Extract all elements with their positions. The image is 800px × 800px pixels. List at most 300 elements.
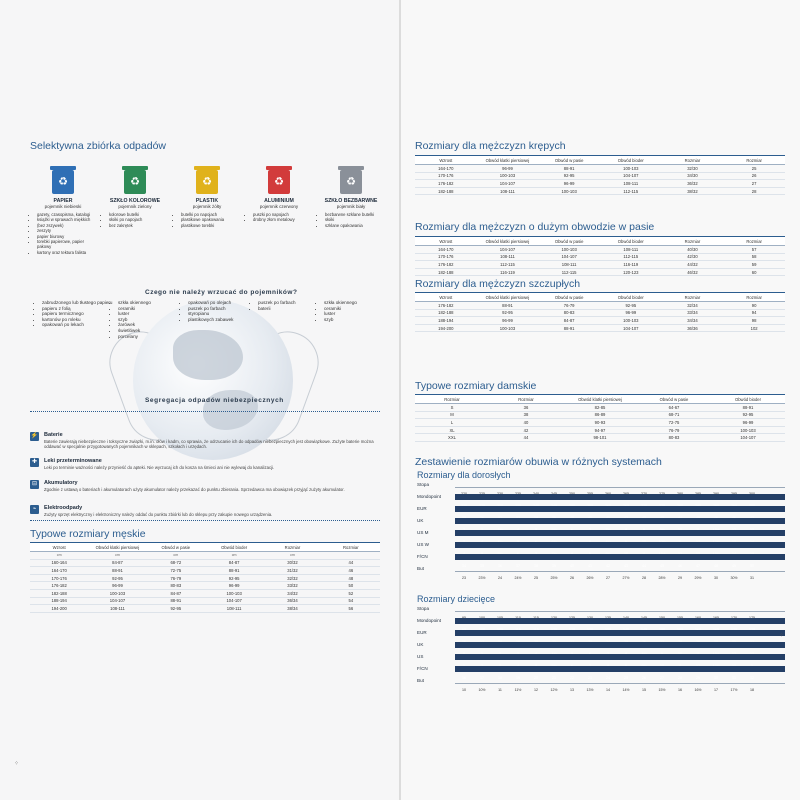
table-cell: 100-103: [538, 187, 600, 195]
shoe-size-value: 19: [516, 676, 520, 680]
table-row: [415, 302, 785, 310]
table-cell: 116-119: [477, 268, 539, 276]
table-cell: 36/32: [662, 180, 724, 188]
column-header: Obwód bioder: [600, 293, 662, 302]
right-page: [401, 0, 800, 800]
not-allowed-item: • szkła okiennego: [118, 300, 178, 306]
table-cell: 100-103: [600, 165, 662, 173]
not-allowed-item: • plastikowych zabawek: [188, 317, 268, 323]
table-cell: 104-107: [205, 597, 263, 605]
not-allowed-item: • luster: [324, 311, 394, 317]
table-row: [30, 559, 380, 567]
table-cell: 108-111: [600, 180, 662, 188]
recycle-bin-icon: [124, 170, 146, 194]
table-cell: 176-182: [30, 582, 88, 590]
table-header-row: [30, 543, 380, 552]
table-cell: 170-176: [415, 172, 477, 180]
unit-cell: [322, 552, 380, 560]
table-row: [415, 180, 785, 188]
table-cell: 30/32: [263, 559, 321, 567]
bin-items: [102, 212, 168, 228]
large-waist-title: Rozmiary dla mężczyzn o dużym obwodzie w pasie: [415, 221, 655, 233]
table-cell: 31/32: [263, 567, 321, 575]
bin-subtitle: pojemnik biały: [336, 204, 366, 209]
not-allowed-question: Czego nie należy wrzucać do pojemników?: [145, 289, 298, 296]
mens-sizes-table: [30, 542, 380, 613]
table-cell: 84-87: [205, 559, 263, 567]
table-cell: 100-103: [477, 172, 539, 180]
table-cell: 80-83: [637, 434, 711, 442]
shoe-size-value: 35: [480, 564, 484, 568]
table-cell: 92-95: [711, 411, 785, 419]
shoe-size-bar: [455, 554, 785, 568]
table-cell: 164-170: [415, 165, 477, 173]
shoe-size-value: 31: [732, 676, 736, 680]
shoe-size-value: 29: [696, 676, 700, 680]
table-cell: 32/34: [662, 302, 724, 310]
shoe-size-bar: [455, 566, 785, 580]
table-cell: 108-111: [538, 261, 600, 269]
table-row: [415, 404, 785, 412]
table-cell: 34/32: [263, 589, 321, 597]
bin-name: ALUMINIUM: [264, 198, 294, 204]
table-cell: 27: [723, 180, 785, 188]
table-cell: 88-91: [538, 165, 600, 173]
shoe-system-label: Stopa: [417, 606, 430, 611]
shoe-size-value: 46: [678, 564, 682, 568]
table-cell: 44: [322, 559, 380, 567]
table-cell: 96-99: [477, 165, 539, 173]
slim-table: [415, 292, 785, 332]
table-cell: 170-176: [30, 574, 88, 582]
unit-cell: cm: [263, 552, 321, 560]
shoe-size-value: 28½: [658, 576, 666, 580]
table-cell: 104-107: [477, 180, 539, 188]
bin-item: • plastikowe torebki: [181, 223, 240, 228]
bin-3: [246, 170, 312, 223]
table-cell: 104-107: [600, 324, 662, 332]
column-header: Obwód w pasie: [147, 543, 205, 552]
not-allowed-item: • szyb: [118, 317, 178, 323]
corner-mark: ⁘: [779, 633, 785, 639]
adults-title: Rozmiary dla dorosłych: [417, 470, 511, 480]
table-cell: 112-115: [600, 187, 662, 195]
shoe-size-value: 50: [750, 564, 754, 568]
table-cell: 104-107: [538, 253, 600, 261]
column-header: Obwód bioder: [205, 543, 263, 552]
bin-item: • szklane opakowania: [325, 223, 384, 228]
table-cell: 48: [322, 574, 380, 582]
table-cell: 84-87: [147, 589, 205, 597]
table-cell: 59: [723, 261, 785, 269]
table-cell: 32/30: [662, 165, 724, 173]
shoe-size-value: 27: [606, 576, 610, 580]
table-row: [415, 165, 785, 173]
bin-item: • bezbarwne szklane butelki: [325, 212, 384, 217]
shoe-system-label: US M: [417, 530, 429, 535]
table-cell: 44/32: [662, 261, 724, 269]
shoe-size-bar: [455, 630, 785, 636]
table-cell: 104-107: [711, 434, 785, 442]
bin-item: • drobny złom metalowy: [253, 217, 312, 222]
shoe-size-value: 12: [534, 688, 538, 692]
table-cell: 164-170: [30, 567, 88, 575]
bin-subtitle: pojemnik żółty: [192, 204, 222, 209]
recycle-bin-icon: [340, 170, 362, 194]
bin-subtitle: pojemnik czerwony: [259, 204, 299, 209]
not-allowed-item: • puszek po farbach: [188, 306, 268, 312]
table-cell: 32/32: [263, 574, 321, 582]
not-allowed-item: • papieru z folią: [42, 306, 122, 312]
shoe-size-value: 30: [714, 576, 718, 580]
recycle-icon: ♻: [58, 176, 68, 188]
table-cell: 92-95: [205, 574, 263, 582]
column-header: Obwód w pasie: [538, 156, 600, 165]
table-cell: 88-91: [538, 324, 600, 332]
table-cell: 182-188: [415, 187, 477, 195]
womens-title: Typowe rozmiary damskie: [415, 380, 537, 392]
column-header: Rozmiar: [662, 293, 724, 302]
table-cell: 194-200: [415, 324, 477, 332]
hazard-title: Elektroodpady: [44, 505, 83, 511]
column-header: Obwód klatki piersiowej: [563, 395, 637, 404]
hazard-icon: ⌁: [30, 505, 39, 514]
table-cell: 76-79: [147, 574, 205, 582]
hazard-title: Leki przeterminowane: [44, 458, 102, 464]
table-cell: 108-111: [88, 605, 146, 613]
shoe-system-label: UK: [417, 642, 424, 647]
table-cell: XXL: [415, 434, 489, 442]
table-cell: 64-67: [637, 404, 711, 412]
table-cell: 72-75: [147, 567, 205, 575]
table-header-row: [415, 237, 785, 246]
not-allowed-list-glass: [110, 300, 178, 339]
shoe-size-bar: [455, 606, 785, 612]
table-cell: 38/34: [263, 605, 321, 613]
shoe-size-value: 13: [570, 688, 574, 692]
bin-name: PAPIER: [53, 198, 73, 204]
divider-line: [30, 520, 380, 521]
shoe-size-value: 28: [678, 676, 682, 680]
table-cell: 160-164: [30, 559, 88, 567]
table-cell: 92-95: [538, 172, 600, 180]
table-cell: 88-91: [147, 597, 205, 605]
hazard-text: Leki po terminie ważności należy przynieść do apteki. Nie wyrzucaj ich do kosza na śmieci ani nie wylewaj do kanalizacji.: [44, 465, 275, 470]
shoe-system-label: But: [417, 678, 424, 683]
table-cell: 100-103: [88, 589, 146, 597]
shoe-size-value: 27: [660, 676, 664, 680]
shoe-size-value: 44: [642, 564, 646, 568]
table-cell: 96-99: [477, 317, 539, 325]
table-cell: 96-99: [600, 309, 662, 317]
table-cell: 86-89: [563, 411, 637, 419]
column-header: Obwód w pasie: [637, 395, 711, 404]
corner-mark: ⁘: [14, 761, 20, 767]
shoe-size-value: 16½: [694, 688, 702, 692]
bin-item: • papier biurowy: [37, 234, 96, 239]
table-cell: 92-95: [477, 309, 539, 317]
table-cell: 100-103: [538, 246, 600, 254]
table-cell: 120-123: [600, 268, 662, 276]
table-cell: 104-107: [88, 597, 146, 605]
table-row: [415, 261, 785, 269]
table-cell: 194-200: [30, 605, 88, 613]
table-cell: 72-75: [637, 419, 711, 427]
bin-item: • gazety, czasopisma, katalogi: [37, 212, 96, 217]
shoe-size-value: 15½: [658, 688, 666, 692]
not-allowed-item: • porcelany: [118, 334, 178, 340]
table-cell: 100-103: [600, 317, 662, 325]
shoe-size-value: 24: [498, 576, 502, 580]
table-cell: 34/30: [662, 172, 724, 180]
shoe-size-value: 17: [714, 688, 718, 692]
table-cell: 176-182: [415, 261, 477, 269]
bin-item: • plastikowe opakowania: [181, 217, 240, 222]
column-header: Obwód bioder: [600, 237, 662, 246]
bin-item: • (bez zszywek): [37, 223, 96, 228]
shoe-system-label: F/CN: [417, 554, 428, 559]
table-row: [415, 246, 785, 254]
table-cell: 100-103: [205, 589, 263, 597]
bin-subtitle: pojemnik zielony: [118, 204, 152, 209]
table-cell: 88-91: [88, 567, 146, 575]
shoe-size-value: 27½: [622, 576, 630, 580]
shoe-size-value: 14: [606, 688, 610, 692]
table-cell: 80-83: [147, 582, 205, 590]
shoe-size-value: 34: [462, 564, 466, 568]
table-cell: 88-91: [711, 404, 785, 412]
large-waist-table: [415, 236, 785, 276]
recycle-icon: ♻: [346, 176, 356, 188]
shoe-size-value: 10: [462, 688, 466, 692]
table-row: [30, 574, 380, 582]
table-cell: 46: [322, 567, 380, 575]
not-allowed-item: • papieru termicznego: [42, 311, 122, 317]
table-cell: 52: [322, 589, 380, 597]
table-cell: 36/36: [662, 324, 724, 332]
table-cell: 36: [489, 404, 563, 412]
shoe-size-value: 26: [642, 676, 646, 680]
shoe-size-value: 41: [588, 564, 592, 568]
table-cell: 112-115: [538, 268, 600, 276]
table-row: [415, 187, 785, 195]
hazard-text: Zgodnie z ustawą o bateriach i akumulatorach użyty akumulator należy przekazać do punktu zbierania. Sprzedawca ma obowiązek przyjąć zużyty akumulator.: [44, 487, 345, 492]
shoe-size-value: 36: [498, 564, 502, 568]
not-allowed-item: • kartonów po mleku: [42, 317, 122, 323]
not-allowed-item: • zabrudzonego lub tłustego papieru: [42, 300, 122, 306]
table-row: [415, 434, 785, 442]
table-cell: 182-188: [415, 309, 477, 317]
mens-sizes-title: Typowe rozmiary męskie: [30, 528, 146, 540]
hazard-icon: ✚: [31, 459, 38, 465]
not-allowed-item: • ceramiki: [324, 306, 394, 312]
shoe-size-value: 25: [624, 676, 628, 680]
bin-4: [318, 170, 384, 228]
table-cell: 82-85: [563, 404, 637, 412]
bin-item: • słoiki: [325, 217, 384, 222]
bin-item: • zeszyty: [37, 228, 96, 233]
table-row: [30, 567, 380, 575]
shoe-size-value: 28: [642, 576, 646, 580]
table-row: [415, 324, 785, 332]
not-allowed-item: • ceramiki: [118, 306, 178, 312]
shoe-size-value: 17½: [730, 688, 738, 692]
table-cell: 38/32: [662, 187, 724, 195]
shoe-size-value: 18: [498, 676, 502, 680]
shoe-size-value: 43: [624, 564, 628, 568]
shoe-size-value: 45: [660, 564, 664, 568]
table-cell: 96-99: [88, 582, 146, 590]
not-allowed-item: • baterii: [258, 306, 328, 312]
table-cell: 56: [322, 605, 380, 613]
shoe-size-value: 17: [480, 676, 484, 680]
table-cell: L: [415, 419, 489, 427]
shoe-size-value: 16: [462, 676, 466, 680]
recycle-bin-icon: [268, 170, 290, 194]
shoe-system-label: F/CN: [417, 666, 428, 671]
shoe-size-value: 49: [732, 564, 736, 568]
slim-title: Rozmiary dla mężczyzn szczupłych: [415, 278, 581, 290]
column-header: Obwód w pasie: [538, 293, 600, 302]
table-cell: 28: [723, 187, 785, 195]
table-row: [415, 419, 785, 427]
table-cell: 176-182: [415, 180, 477, 188]
recycle-icon: ♻: [274, 176, 284, 188]
not-allowed-item: • żarówek: [118, 322, 178, 328]
bin-name: PLASTIK: [195, 198, 219, 204]
shoe-size-bar: [455, 506, 785, 512]
column-header: Obwód w pasie: [538, 237, 600, 246]
shoe-size-value: 16: [678, 688, 682, 692]
table-cell: 170-176: [415, 253, 477, 261]
bin-item: • puszki po napojach: [253, 212, 312, 217]
recycle-icon: ♻: [202, 176, 212, 188]
shoe-size-value: 11: [498, 688, 502, 692]
shoe-size-bar: [455, 494, 785, 500]
column-header: Obwód bioder: [600, 156, 662, 165]
table-cell: 50: [322, 582, 380, 590]
shoe-size-value: 11½: [514, 688, 522, 692]
shoe-size-value: 15: [642, 688, 646, 692]
shoe-size-value: 47: [696, 564, 700, 568]
shoe-system-label: Stopa: [417, 482, 430, 487]
shoe-size-bar: [455, 518, 785, 524]
table-cell: 26: [723, 172, 785, 180]
table-cell: 84-87: [88, 559, 146, 567]
shoe-system-label: Mondopoint: [417, 494, 442, 499]
column-header: Wzrost: [415, 293, 477, 302]
shoe-system-label: US: [417, 654, 424, 659]
shoe-size-value: 14½: [622, 688, 630, 692]
kids-title: Rozmiary dziecięce: [417, 594, 496, 604]
bin-item: • słoiki po napojach: [109, 217, 168, 222]
unit-cell: cm: [205, 552, 263, 560]
table-cell: 104-107: [477, 246, 539, 254]
table-row: [30, 605, 380, 613]
shoe-size-value: 23: [588, 676, 592, 680]
shoe-size-value: 29: [678, 576, 682, 580]
shoe-size-value: 26: [570, 576, 574, 580]
column-header: Rozmiar: [723, 293, 785, 302]
shoe-size-bar: [455, 618, 785, 624]
shoe-size-bar: [455, 678, 785, 692]
table-cell: 176-182: [415, 302, 477, 310]
hazard-title: Baterie: [44, 432, 63, 438]
shoe-size-value: 12½: [550, 688, 558, 692]
recycle-bin-icon: [52, 170, 74, 194]
shoe-system-label: EUR: [417, 630, 427, 635]
bin-subtitle: pojemnik niebieski: [44, 204, 82, 209]
shoe-system-label: US W: [417, 542, 429, 547]
table-header-row: [415, 395, 785, 404]
table-cell: 90: [723, 302, 785, 310]
shoe-size-bar: [455, 542, 785, 548]
hazardous-title: Segregacja odpadów niebezpiecznych: [145, 397, 284, 404]
shoe-size-bar: [455, 666, 785, 680]
sturdy-title: Rozmiary dla mężczyzn krępych: [415, 140, 566, 152]
table-cell: 92-95: [147, 605, 205, 613]
table-cell: 58: [723, 253, 785, 261]
bin-item: • torebki papierowe, papier pakowy: [37, 239, 96, 250]
table-row: [415, 317, 785, 325]
column-header: Rozmiar: [322, 543, 380, 552]
shoe-size-bar: [455, 482, 785, 488]
table-cell: 100-103: [711, 426, 785, 434]
table-cell: 42: [489, 426, 563, 434]
left-page: [0, 0, 399, 800]
table-cell: 68-71: [637, 411, 711, 419]
not-allowed-item: • puszek po farbach: [258, 300, 328, 306]
table-header-row: [415, 293, 785, 302]
table-cell: 84-87: [538, 317, 600, 325]
column-header: Obwód bioder: [711, 395, 785, 404]
table-cell: 88-91: [205, 567, 263, 575]
shoe-size-value: 23: [462, 576, 466, 580]
table-cell: 102: [723, 324, 785, 332]
shoe-size-bar: [455, 530, 785, 536]
table-row: [30, 597, 380, 605]
table-unit-row: [30, 552, 380, 560]
table-cell: 80-83: [538, 309, 600, 317]
table-row: [415, 309, 785, 317]
table-cell: 92-95: [600, 302, 662, 310]
shoe-size-value: 48: [714, 564, 718, 568]
shoe-size-value: 22: [570, 676, 574, 680]
shoe-size-value: 25: [534, 576, 538, 580]
table-row: [415, 268, 785, 276]
shoe-size-value: 32: [750, 676, 754, 680]
column-header: Rozmiar: [263, 543, 321, 552]
not-allowed-item: • opakowań po lekach: [42, 322, 122, 328]
shoe-size-value: 29½: [694, 576, 702, 580]
shoe-size-bar: [455, 654, 785, 660]
table-cell: 94-97: [563, 426, 637, 434]
table-cell: 68-72: [147, 559, 205, 567]
column-header: Wzrost: [415, 237, 477, 246]
table-cell: 112-115: [477, 261, 539, 269]
shoe-size-value: 13½: [586, 688, 594, 692]
bin-items: [174, 212, 240, 228]
table-cell: 188-194: [30, 597, 88, 605]
table-cell: 96-99: [711, 419, 785, 427]
table-cell: 60: [723, 268, 785, 276]
sturdy-table: [415, 155, 785, 195]
hazard-text: Zużyty sprzęt elektryczny i elektroniczny należy oddać do punktu zbiórki lub do sklepu przy zakupie nowego urządzenia.: [44, 512, 273, 517]
bin-item: • kolorowe butelki: [109, 212, 168, 217]
table-cell: 94: [723, 309, 785, 317]
not-allowed-item: • opakowań po olejach: [188, 300, 268, 306]
table-row: [30, 582, 380, 590]
